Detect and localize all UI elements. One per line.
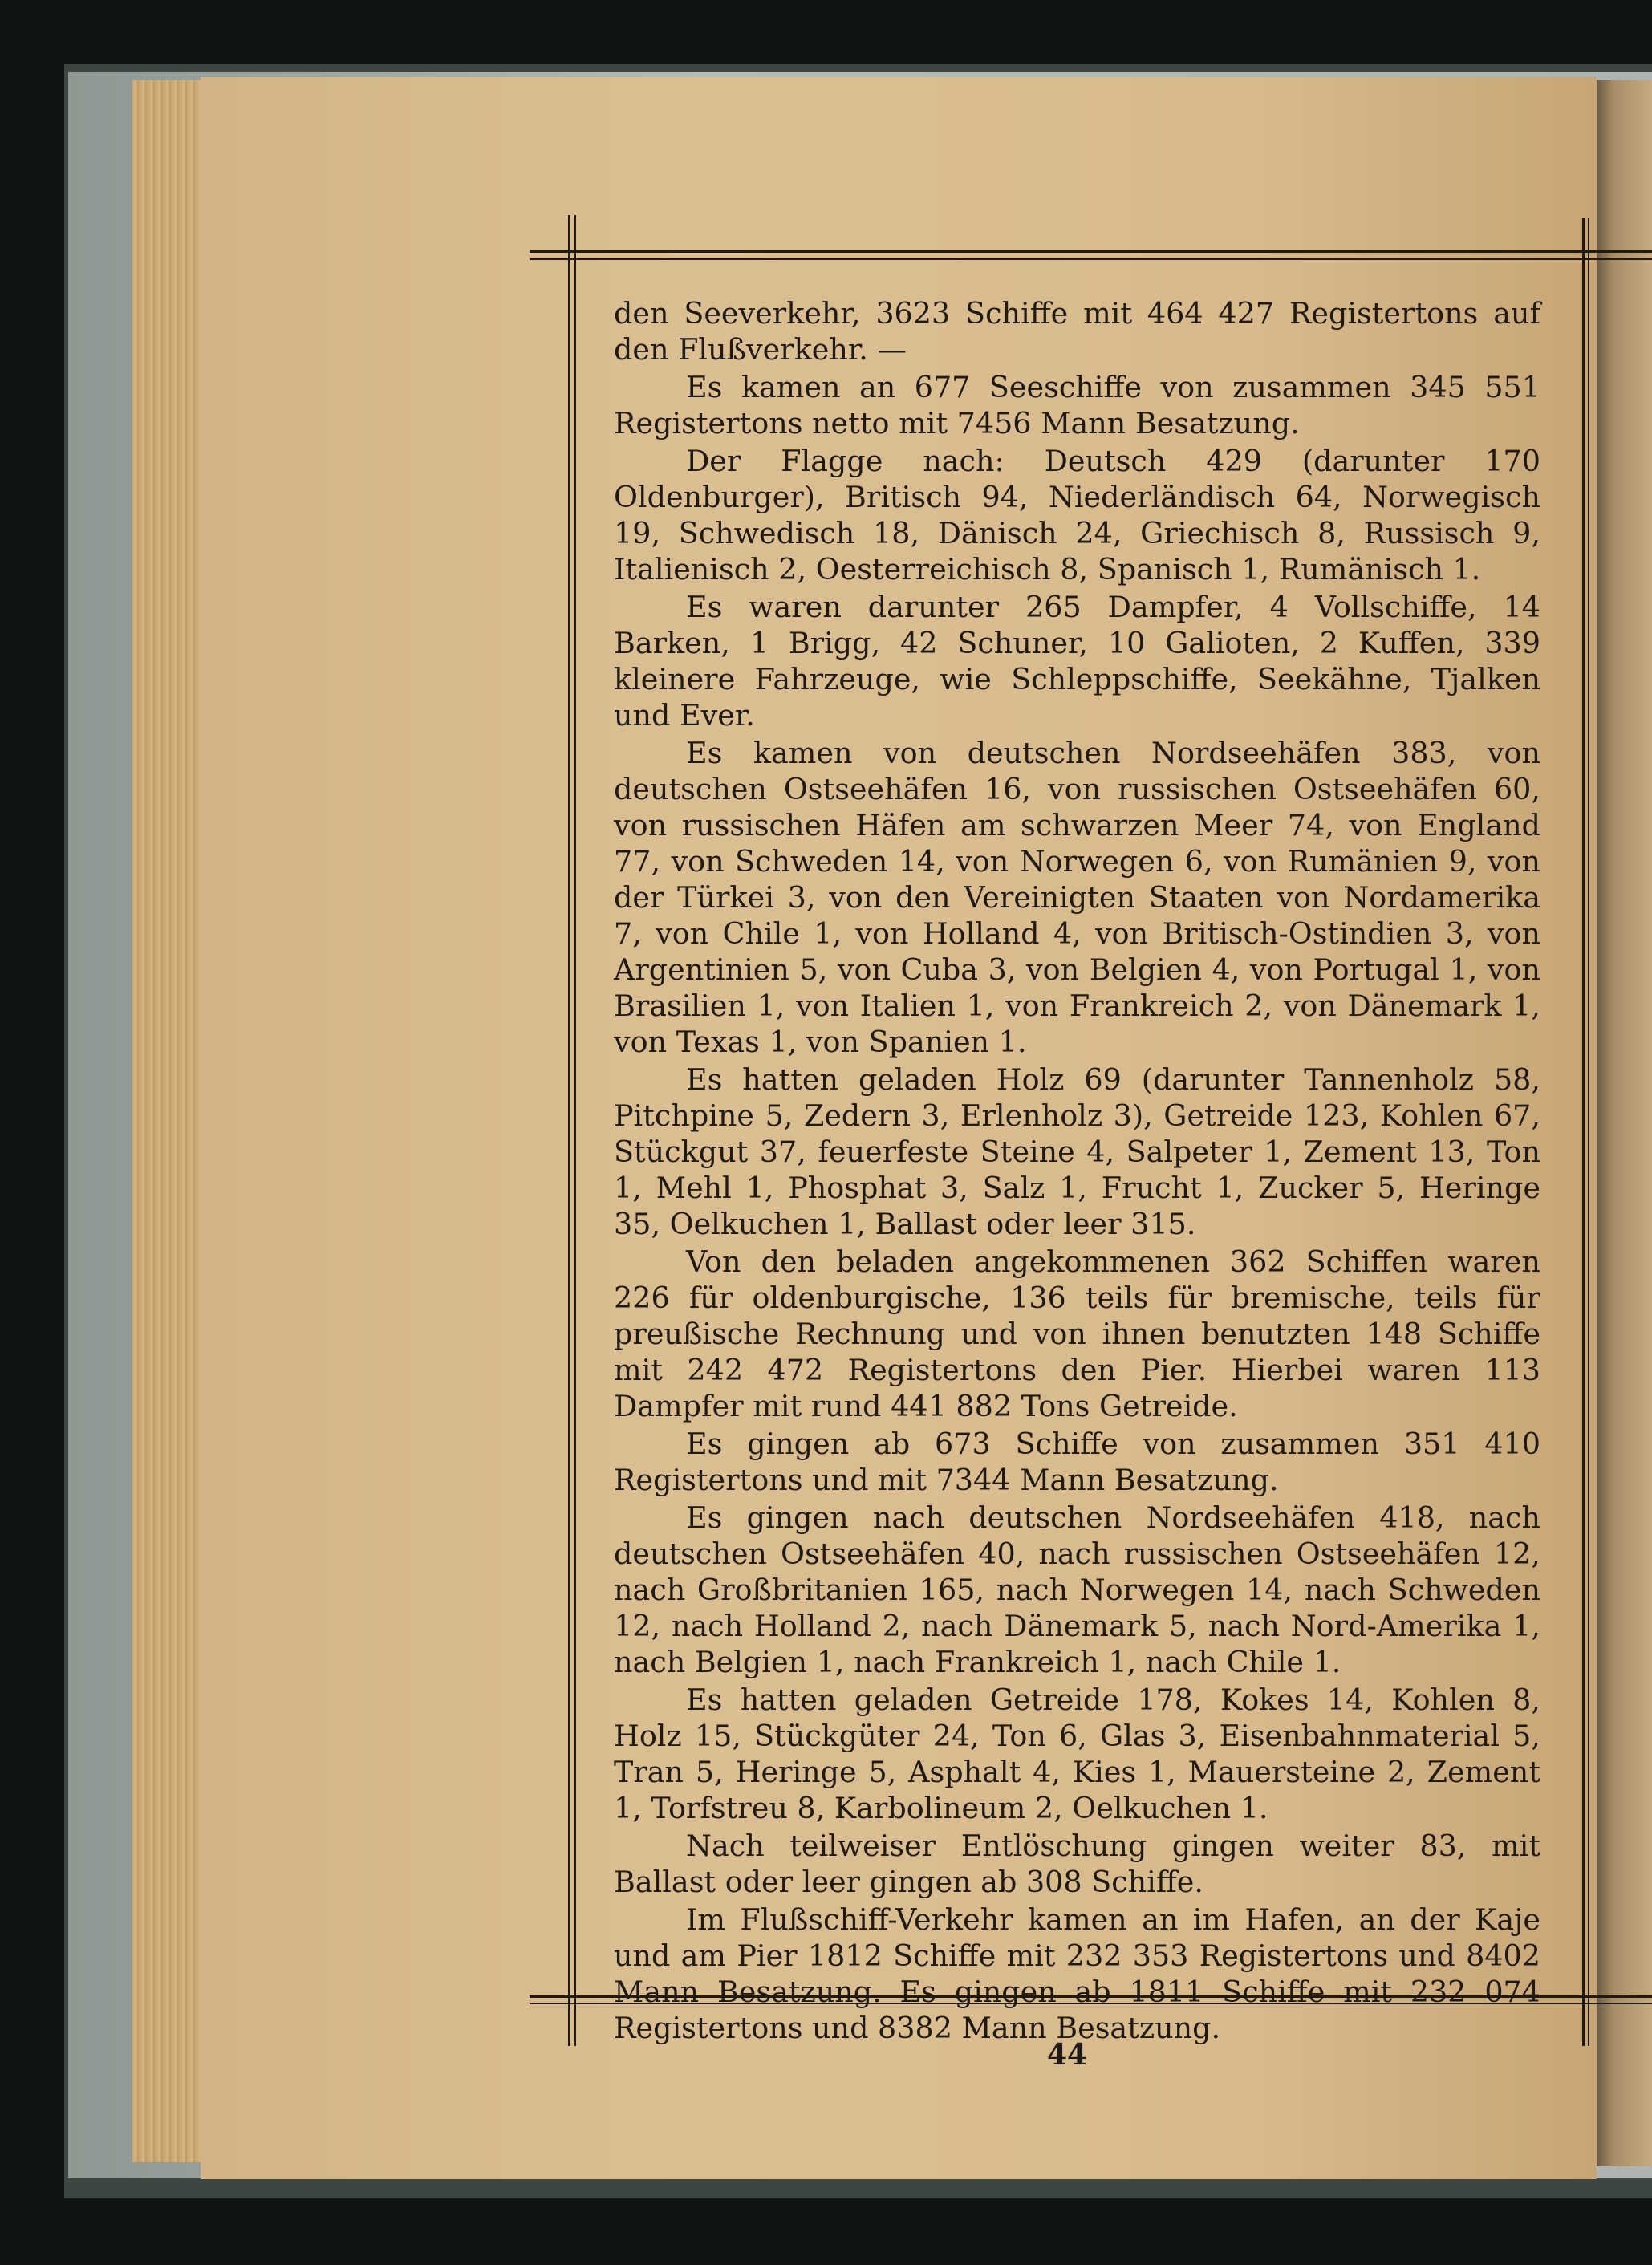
paragraph: Es gingen nach deutschen Nordseehäfen 418, nach deutschen Ostseehäfen 40, nach russischen Ostseehäfen 12, nach Großbritanien 165, nach Norwegen 14, nach Schweden 12, nach Holland 2, nach Dänemark 5, nach Nord-Amerika 1, nach Belgien 1, nach Frankreich 1, nach Chile 1. [614, 1500, 1540, 1679]
paragraph: Es hatten geladen Getreide 178, Kokes 14, Kohlen 8, Holz 15, Stückgüter 24, Ton 6, Glas 3, Eisenbahnmaterial 5, Tran 5, Heringe 5, Asphalt 4, Kies 1, Mauersteine 2, Zement 1, Torfstreu 8, Karbolineum 2, Oelkuchen 1. [614, 1683, 1540, 1825]
body-text [614, 295, 1540, 2048]
facing-page-edge [1597, 80, 1652, 2166]
paragraph: Es kamen von deutschen Nordseehäfen 383, von deutschen Ostseehäfen 16, von russischen Ostseehäfen 60, von russischen Häfen am schwarzen Meer 74, von England 77, von Schweden 14, von Norwegen 6, von Rumänien 9, von der Türkei 3, von den Vereinigten Staaten von Nordamerika 7, von Chile 1, von Holland 4, von Britisch-Ostindien 3, von Argentinien 5, von Cuba 3, von Belgien 4, von Portugal 1, von Brasilien 1, von Italien 1, von Frankreich 2, von Dänemark 1, von Texas 1, von Spanien 1. [614, 736, 1540, 1059]
paragraph: Es kamen an 677 Seeschiffe von zusammen 345 551 Registertons netto mit 7456 Mann Besatzung. [614, 370, 1540, 440]
paragraph: Es waren darunter 265 Dampfer, 4 Vollschiffe, 14 Barken, 1 Brigg, 42 Schuner, 10 Galioten, 2 Kuffen, 339 kleinere Fahrzeuge, wie Schleppschiffe, Seekähne, Tjalken und Ever. [614, 590, 1540, 733]
frame-rule-top [530, 250, 1652, 253]
paragraph: den Seeverkehr, 3623 Schiffe mit 464 427 Registertons auf den Flußverkehr. — [614, 296, 1540, 367]
paragraph: Nach teilweiser Entlöschung gingen weiter 83, mit Ballast oder leer gingen ab 308 Schiffe. [614, 1829, 1540, 1899]
frame-rule-right [1582, 218, 1585, 2046]
frame-rule-top-inner [530, 258, 1652, 260]
frame-rule-left-inner [574, 215, 576, 2046]
paragraph: Im Flußschiff-Verkehr kamen an im Hafen, an der Kaje und am Pier 1812 Schiffe mit 232 353 Registertons und 8402 Mann Besatzung. Es gingen ab 1811 Schiffe mit 232 074 Registertons und 8382 Mann Besatzung. [614, 1902, 1540, 2045]
page-number: 44 [1046, 2038, 1088, 2072]
paragraph: Der Flagge nach: Deutsch 429 (darunter 170 Oldenburger), Britisch 94, Niederländisch 64, Norwegisch 19, Schwedisch 18, Dänisch 24, Griechisch 8, Russisch 9, Italienisch 2, Oesterreichisch 8, Spanisch 1, Rumänisch 1. [614, 444, 1540, 587]
paragraph: Es hatten geladen Holz 69 (darunter Tannenholz 58, Pitchpine 5, Zedern 3, Erlenholz 3), Getreide 123, Kohlen 67, Stückgut 37, feuerfeste Steine 4, Salpeter 1, Zement 13, Ton 1, Mehl 1, Phosphat 3, Salz 1, Frucht 1, Zucker 5, Heringe 35, Oelkuchen 1, Ballast oder leer 315. [614, 1062, 1540, 1241]
paragraph: Von den beladen angekommenen 362 Schiffen waren 226 für oldenburgische, 136 teils für bremische, teils für preußische Rechnung und von ihnen benutzten 148 Schiffe mit 242 472 Registertons den Pier. Hierbei waren 113 Dampfer mit rund 441 882 Tons Getreide. [614, 1244, 1540, 1423]
paragraph: Es gingen ab 673 Schiffe von zusammen 351 410 Registertons und mit 7344 Mann Besatzung. [614, 1427, 1540, 1497]
frame-rule-left [568, 215, 570, 2046]
frame-rule-right-inner [1588, 218, 1589, 2046]
